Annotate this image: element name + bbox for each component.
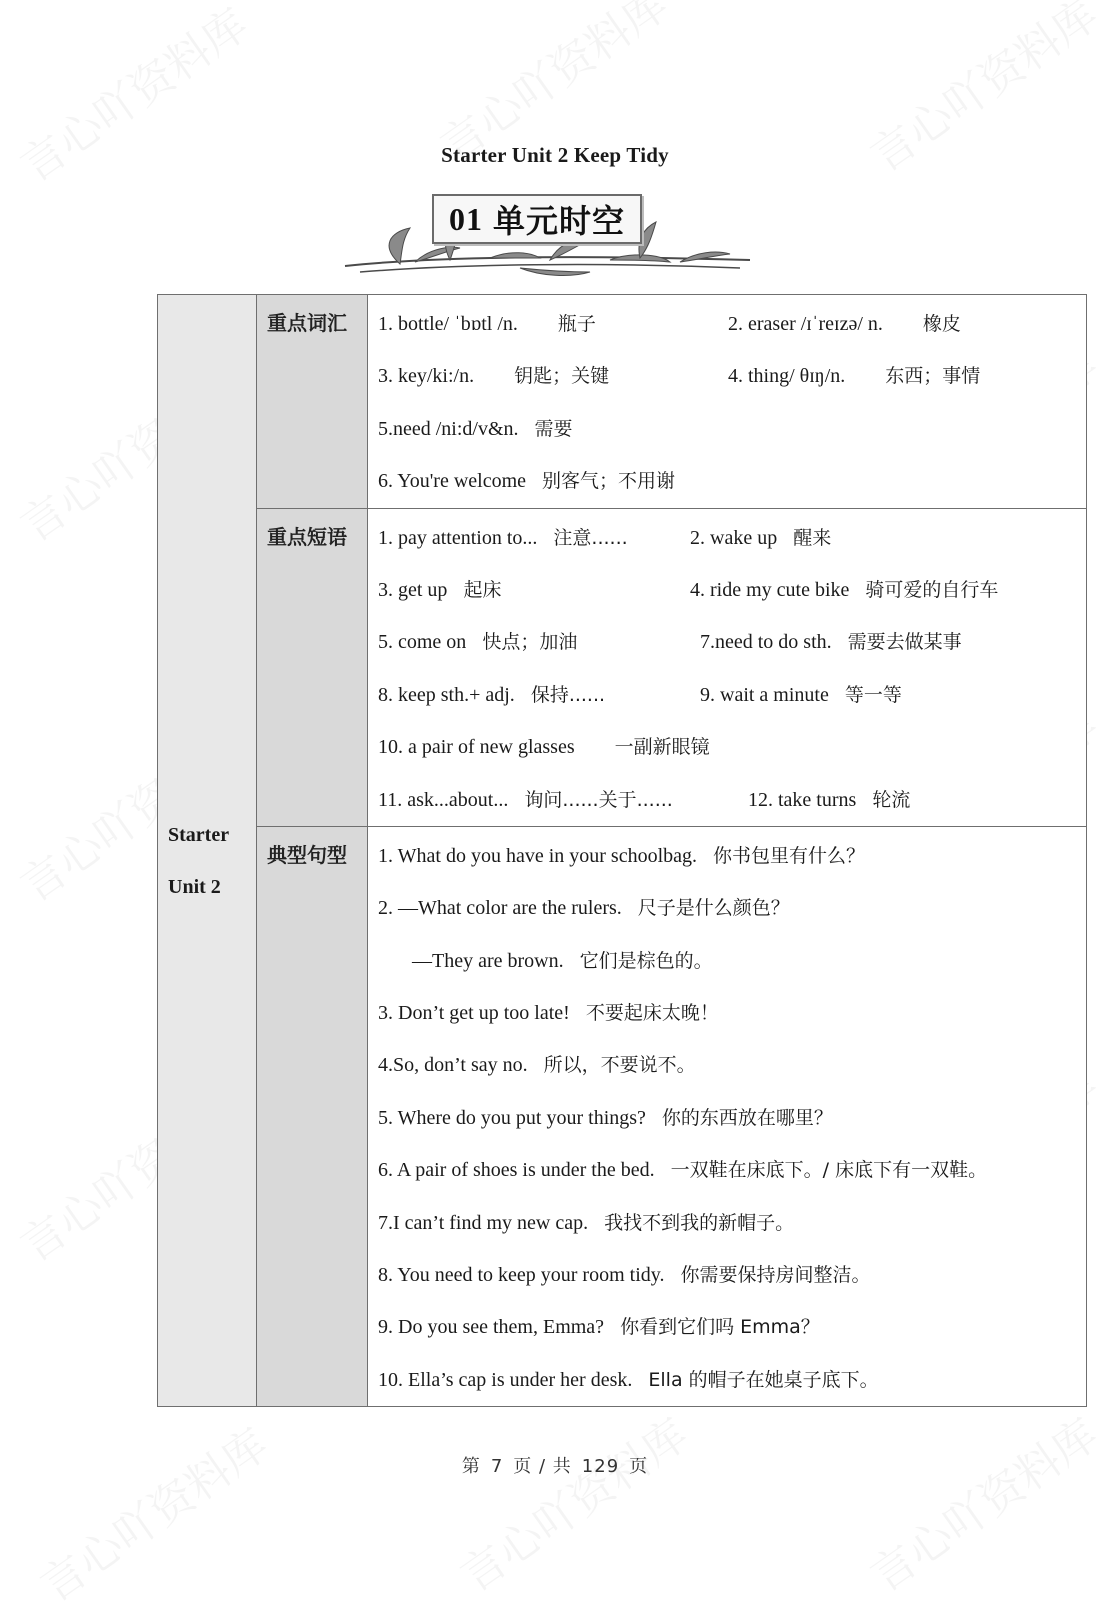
- list-item: 7.I can’t find my new cap. 我找不到我的新帽子。: [378, 1211, 795, 1234]
- section-banner: [340, 188, 760, 288]
- list-item: 8. You need to keep your room tidy. 你需要保持房间整洁。: [378, 1264, 871, 1287]
- category-vocabulary: [257, 295, 368, 509]
- list-item: 10. a pair of new glasses 一副新眼镜: [378, 736, 710, 759]
- list-item: 3. get up 起床 4. ride my cute bike 骑可爱的自行车: [378, 578, 999, 601]
- sentences-content: [368, 826, 1087, 1406]
- list-item: 6. A pair of shoes is under the bed. 一双鞋在床底下。/ 床底下有一双鞋。: [378, 1159, 988, 1182]
- vocabulary-content: [368, 295, 1087, 509]
- section-number: 01: [448, 200, 483, 237]
- phrases-content: [368, 508, 1087, 826]
- page-number: 第 7 页 / 共 129 页: [461, 1456, 649, 1477]
- watermark: [856, 1400, 1109, 1604]
- unit-cell: [158, 295, 257, 1407]
- list-item: 6. You're welcome 别客气；不用谢: [378, 470, 676, 493]
- list-item: 1. bottle/ ˈbɒtl /n. 瓶子 2. eraser /ɪˈreɪzə/ n. 橡皮: [378, 313, 961, 335]
- section-label: 单元时空: [492, 203, 625, 239]
- list-item: 3. key/ki:/n. 钥匙；关键 4. thing/ θɪŋ/n. 东西；事情: [378, 365, 981, 388]
- category-phrases: [257, 508, 368, 826]
- list-item: —They are brown. 它们是棕色的。: [412, 949, 713, 972]
- unit-label: Starter Unit 2: [168, 823, 230, 898]
- page-title: Starter Unit 2 Keep Tidy: [441, 143, 669, 167]
- category-label: 典型句型: [267, 842, 347, 867]
- category-label: 重点词汇: [267, 311, 347, 335]
- list-item: 5.need /ni:d/v&n. 需要: [378, 417, 573, 440]
- list-item: 8. keep sth.+ adj. 保持...... 9. wait a minute 等一等: [378, 683, 902, 706]
- list-item: 4.So, don’t say no. 所以，不要说不。: [378, 1054, 696, 1077]
- list-item: 2. —What color are the rulers. 尺子是什么颜色？: [378, 897, 790, 920]
- list-item: 10. Ella’s cap is under her desk. Ella 的帽子在她桌子底下。: [378, 1368, 879, 1391]
- list-item: 5. come on 快点；加油 7.need to do sth. 需要去做某事: [378, 631, 962, 654]
- list-item: 9. Do you see them, Emma? 你看到它们吗 Emma？: [378, 1316, 820, 1339]
- watermark: [446, 1400, 699, 1604]
- category-sentences: [257, 826, 368, 1406]
- watermark: [26, 1410, 279, 1614]
- list-item: 11. ask...about... 询问......关于...... 12. take turns 轮流: [378, 788, 911, 811]
- section-heading: [432, 194, 642, 244]
- unit-summary-table: [157, 294, 1087, 1407]
- list-item: 3. Don’t get up too late! 不要起床太晚！: [378, 1002, 719, 1025]
- list-item: 5. Where do you put your things? 你的东西放在哪里？: [378, 1106, 833, 1129]
- category-label: 重点短语: [267, 524, 347, 549]
- list-item: 1. What do you have in your schoolbag. 你书包里有什么？: [378, 844, 866, 867]
- list-item: 1. pay attention to... 注意...... 2. wake up 醒来: [378, 526, 832, 549]
